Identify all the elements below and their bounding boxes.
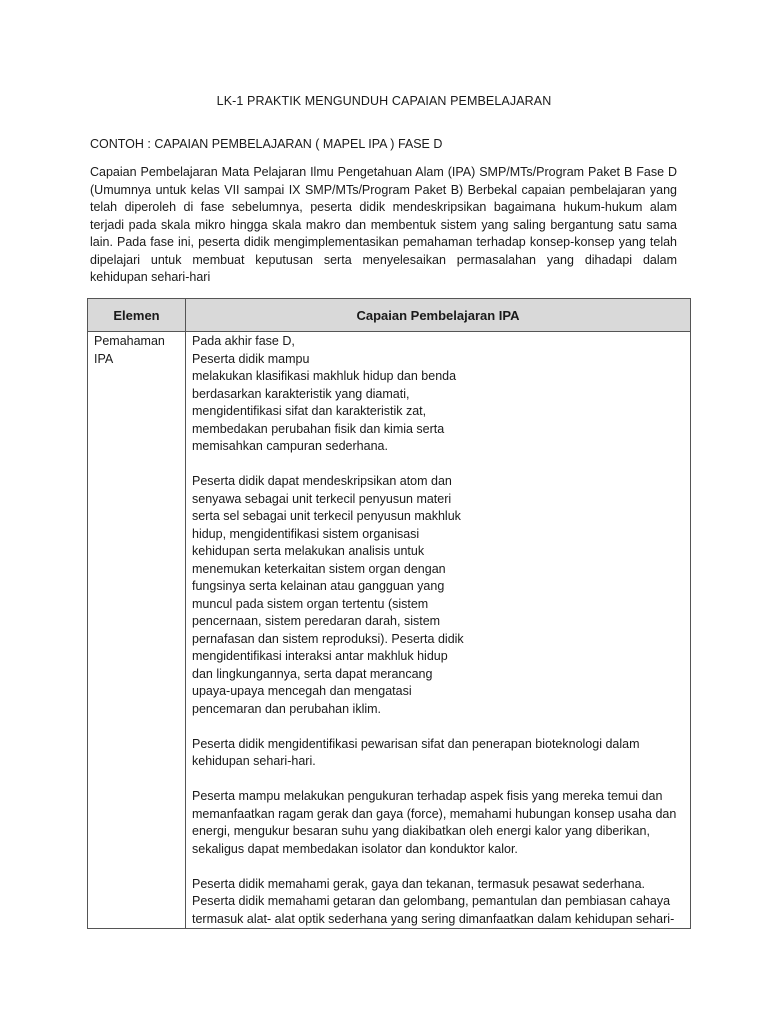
outcome-line: sekaligus dapat membedakan isolator dan konduktor kalor. bbox=[192, 841, 518, 856]
outcome-line: Peserta didik memahami getaran dan gelombang, pemantulan dan pembiasan cahaya bbox=[192, 894, 671, 908]
intro-line: lain. Pada fase ini, peserta didik mengimplementasikan pemahaman terhadap konsep-konsep yang telah bbox=[90, 235, 677, 249]
example-heading: CONTOH : CAPAIAN PEMBELAJARAN ( MAPEL IPA ) FASE D bbox=[90, 137, 443, 151]
outcome-line: Peserta mampu melakukan pengukuran terhadap aspek fisis yang mereka temui dan bbox=[192, 789, 663, 803]
outcome-line: termasuk alat- alat optik sederhana yang sering dimanfaatkan dalam kehidupan sehari- bbox=[192, 911, 675, 926]
intro-line: terjadi pada skala mikro hingga skala makro dan membentuk sistem yang saling bergantung satu sama bbox=[90, 217, 677, 232]
outcome-line: hidup, mengidentifikasi sistem organisasi bbox=[192, 526, 420, 541]
intro-paragraph bbox=[90, 164, 677, 287]
outcome-line: kehidupan sehari-hari. bbox=[192, 754, 316, 768]
outcome-line: fungsinya serta kelainan atau gangguan yang bbox=[192, 579, 445, 593]
outcome-line: mengidentifikasi sifat dan karakteristik zat, bbox=[192, 404, 427, 418]
outcome-block bbox=[192, 788, 684, 858]
outcome-line: menemukan keterkaitan sistem organ dengan bbox=[192, 561, 446, 576]
outcome-line: pencemaran dan perubahan iklim. bbox=[192, 701, 382, 716]
outcome-block bbox=[192, 876, 684, 929]
table-row bbox=[88, 332, 691, 929]
outcome-line: serta sel sebagai unit terkecil penyusun makhluk bbox=[192, 509, 461, 523]
outcome-cell bbox=[186, 332, 691, 929]
outcome-line: Pada akhir fase D, bbox=[192, 334, 295, 348]
outcome-block bbox=[192, 736, 684, 771]
outcome-line: senyawa sebagai unit terkecil penyusun materi bbox=[192, 491, 452, 506]
learning-outcomes-table bbox=[87, 298, 691, 929]
intro-line: dipelajari untuk membuat keputusan serta menyelesaikan permasalahan yang dihadapi dalam bbox=[90, 252, 677, 267]
outcome-line: Peserta didik mampu bbox=[192, 351, 310, 366]
intro-line: telah diperoleh di fase sebelumnya, peserta didik mendeskripsikan bagaimana hukum-hukum alam bbox=[90, 200, 677, 214]
outcome-line: energi, mengukur besaran suhu yang diakibatkan oleh energi kalor yang diberikan, bbox=[192, 824, 650, 838]
intro-line: (Umumnya untuk kelas VII sampai IX SMP/MTs/Program Paket B) Berbekal capaian pembelajaran yang bbox=[90, 182, 677, 197]
outcome-line: berdasarkan karakteristik yang diamati, bbox=[192, 386, 410, 401]
column-header-capaian: Capaian Pembelajaran IPA bbox=[186, 299, 691, 332]
table-header-row bbox=[88, 299, 691, 332]
outcome-line: membedakan perubahan fisik dan kimia serta bbox=[192, 421, 445, 436]
outcome-line: mengidentifikasi interaksi antar makhluk hidup bbox=[192, 649, 448, 663]
outcome-block bbox=[192, 473, 684, 718]
outcome-line: melakukan klasifikasi makhluk hidup dan benda bbox=[192, 369, 457, 383]
outcome-line: Peserta didik dapat mendeskripsikan atom dan bbox=[192, 474, 452, 488]
outcome-line: muncul pada sistem organ tertentu (sistem bbox=[192, 596, 429, 611]
column-header-elemen: Elemen bbox=[88, 299, 186, 332]
outcome-line: Peserta didik mengidentifikasi pewarisan sifat dan penerapan bioteknologi dalam bbox=[192, 736, 640, 751]
outcome-line: memisahkan campuran sederhana. bbox=[192, 439, 388, 453]
outcome-line: upaya-upaya mencegah dan mengatasi bbox=[192, 684, 412, 698]
outcome-line: Peserta didik memahami gerak, gaya dan tekanan, termasuk pesawat sederhana. bbox=[192, 876, 646, 891]
document-title: LK-1 PRAKTIK MENGUNDUH CAPAIAN PEMBELAJARAN bbox=[216, 94, 552, 108]
outcome-line: dan lingkungannya, serta dapat merancang bbox=[192, 666, 433, 681]
outcome-line: pernafasan dan sistem reproduksi). Peserta didik bbox=[192, 631, 464, 646]
element-cell: Pemahaman IPA bbox=[88, 332, 186, 929]
outcome-line: kehidupan serta melakukan analisis untuk bbox=[192, 544, 425, 558]
intro-line: kehidupan sehari-hari bbox=[90, 270, 211, 284]
outcome-line: pencernaan, sistem peredaran darah, sistem bbox=[192, 614, 441, 628]
outcome-block bbox=[192, 333, 684, 456]
intro-line: Capaian Pembelajaran Mata Pelajaran Ilmu Pengetahuan Alam (IPA) SMP/MTs/Program Paket B Fase D bbox=[90, 165, 677, 179]
outcome-line: memanfaatkan ragam gerak dan gaya (force), memahami hubungan konsep usaha dan bbox=[192, 806, 677, 821]
